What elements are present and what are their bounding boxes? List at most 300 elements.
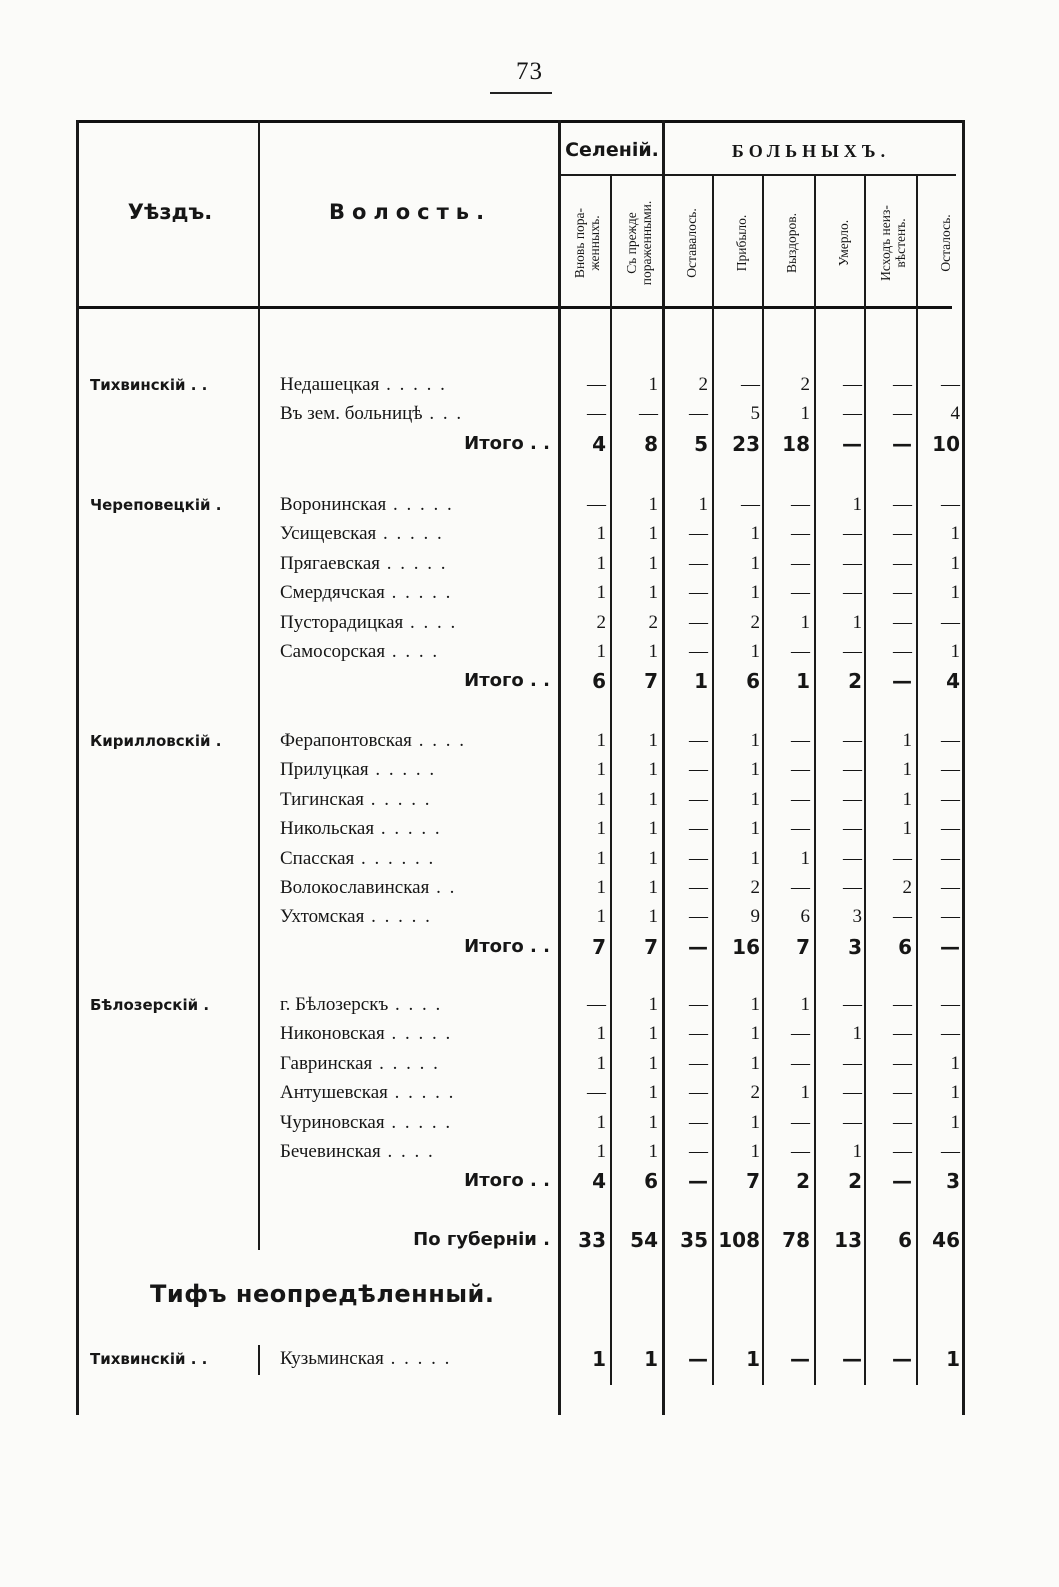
total-row-col-1: 7 bbox=[592, 934, 606, 959]
table-row bbox=[280, 519, 444, 549]
table-row bbox=[280, 785, 431, 815]
table-row-col-2: 1 bbox=[648, 730, 658, 751]
table-row-col-5: 1 bbox=[800, 994, 810, 1015]
table-row-col-1: — bbox=[587, 994, 606, 1015]
table-row-col-7: — bbox=[893, 906, 912, 928]
grand-total-row-col-2: 54 bbox=[630, 1228, 658, 1252]
table-row-col-6: — bbox=[843, 759, 862, 781]
table-row-col-4: 1 bbox=[750, 582, 760, 604]
table-row-col-8: 1 bbox=[950, 582, 960, 604]
total-row-col-6: — bbox=[842, 431, 862, 456]
table-row-col-2: 1 bbox=[648, 523, 658, 545]
table-row-col-3: — bbox=[689, 611, 708, 633]
table-row-col-3: — bbox=[689, 523, 708, 545]
table-row-col-2: 1 bbox=[648, 847, 658, 869]
table-row-col-5: — bbox=[791, 759, 810, 781]
total-row-col-3: — bbox=[688, 934, 708, 959]
leader-dots: . . bbox=[429, 877, 457, 898]
column-header-2 bbox=[624, 180, 654, 306]
table-row bbox=[280, 490, 454, 520]
volost-name: Антушевская bbox=[280, 1082, 388, 1104]
leader-dots: . . . . . bbox=[386, 494, 454, 515]
table-row-col-8: 1 bbox=[950, 1052, 960, 1074]
table-row-col-8: — bbox=[941, 788, 960, 810]
volost-name: Ухтомская bbox=[280, 906, 365, 928]
column-header-4 bbox=[734, 180, 749, 306]
table-row-col-4: 1 bbox=[750, 994, 760, 1015]
volost-name: Пусторадицкая bbox=[280, 611, 404, 633]
table-row-col-3: — bbox=[689, 641, 708, 662]
table-row-col-4: 1 bbox=[750, 818, 760, 840]
table-row-col-8: — bbox=[941, 374, 960, 395]
total-row-col-4: 7 bbox=[746, 1169, 760, 1194]
table-row-col-4: 2 bbox=[750, 1082, 760, 1104]
leader-dots: . . . . bbox=[388, 994, 443, 1015]
total-row-col-2: 8 bbox=[644, 431, 658, 456]
table-row bbox=[280, 873, 456, 903]
table-row-col-8: — bbox=[941, 1141, 960, 1162]
table-row-col-5: — bbox=[790, 1347, 810, 1371]
table-row-col-4: 2 bbox=[750, 611, 760, 633]
table-row-col-6: — bbox=[843, 1082, 862, 1104]
table-row-col-8: — bbox=[941, 877, 960, 898]
table-row-col-5: — bbox=[791, 877, 810, 898]
table-row-col-2: 1 bbox=[648, 374, 658, 395]
volost-name: Прягаевская bbox=[280, 552, 381, 574]
table-row-col-3: — bbox=[689, 847, 708, 869]
table-row-col-5: — bbox=[791, 494, 810, 515]
total-row-col-1: 4 bbox=[592, 1169, 606, 1194]
grand-total-row-col-3: 35 bbox=[680, 1228, 708, 1252]
table-row bbox=[280, 370, 447, 400]
uezd-label: Тихвинскій . . bbox=[90, 376, 208, 394]
table-row-col-5: 1 bbox=[800, 847, 810, 869]
table-row-col-4: 1 bbox=[750, 1141, 760, 1162]
total-row-col-1: 6 bbox=[592, 669, 606, 694]
volost-name: Кузьминская bbox=[280, 1348, 384, 1369]
table-row-col-6: — bbox=[843, 1111, 862, 1133]
table-row-col-2: 1 bbox=[648, 1141, 658, 1162]
table-row-col-3: — bbox=[689, 552, 708, 574]
table-row-col-5: — bbox=[791, 1111, 810, 1133]
table-row bbox=[280, 844, 435, 874]
table-row-col-8: — bbox=[941, 759, 960, 781]
grand-total-row-col-4: 108 bbox=[718, 1228, 760, 1252]
table-row-col-5: — bbox=[791, 1141, 810, 1162]
table-row-col-1: 1 bbox=[596, 788, 606, 810]
table-row-col-2: 1 bbox=[648, 877, 658, 898]
column-header-5 bbox=[784, 180, 799, 306]
grand-total-row-col-7: 6 bbox=[898, 1228, 912, 1252]
table-row-col-6: — bbox=[843, 582, 862, 604]
table-row-col-5: — bbox=[791, 523, 810, 545]
leader-dots: . . . . . bbox=[364, 906, 432, 928]
leader-dots: . . . . . bbox=[384, 582, 453, 604]
table-row-col-7: — bbox=[893, 403, 912, 425]
table-row-col-4: — bbox=[741, 374, 760, 395]
volost-name: Волокославинская bbox=[280, 877, 430, 898]
table-row-col-1: 1 bbox=[596, 641, 606, 662]
table-row-col-3: — bbox=[689, 788, 708, 810]
table-row-col-4: 2 bbox=[750, 877, 760, 898]
table-row-col-7: — bbox=[893, 582, 912, 604]
header-volost: Волость. bbox=[328, 200, 492, 224]
table-row-col-7: — bbox=[893, 374, 912, 395]
leader-dots: . . . . . bbox=[374, 818, 442, 840]
table-row-col-2: 1 bbox=[648, 994, 658, 1015]
leader-dots: . . . . . bbox=[372, 1052, 440, 1074]
table-row-col-2: 1 bbox=[648, 1111, 658, 1133]
table-row-col-7: — bbox=[893, 1141, 912, 1162]
table-row-col-4: 1 bbox=[746, 1347, 760, 1371]
table-row-col-6: — bbox=[842, 1347, 862, 1371]
total-row-col-3: 1 bbox=[694, 669, 708, 694]
table-row-col-4: 1 bbox=[750, 788, 760, 810]
table-row-col-1: 1 bbox=[596, 818, 606, 840]
table-row-col-8: — bbox=[941, 494, 960, 515]
table-row-col-1: — bbox=[587, 494, 606, 515]
table-row-col-2: 1 bbox=[648, 788, 658, 810]
volost-name: Никольская bbox=[280, 818, 375, 840]
table-row-col-7: 1 bbox=[902, 788, 912, 810]
section-title: Тифъ неопредѣленный. bbox=[150, 1280, 495, 1308]
header-bottom-rule bbox=[76, 306, 952, 309]
leader-dots: . . . . bbox=[403, 611, 458, 633]
table-row-col-6: 1 bbox=[852, 611, 862, 633]
table-row-col-5: — bbox=[791, 1052, 810, 1074]
table-row-col-8: 1 bbox=[950, 1111, 960, 1133]
total-label: Итого . . bbox=[464, 935, 550, 957]
table-row-col-3: 1 bbox=[698, 494, 708, 515]
table-row bbox=[280, 1019, 452, 1049]
total-row-col-5: 2 bbox=[796, 1169, 810, 1194]
total-row-col-3: — bbox=[688, 1169, 708, 1194]
column-header-3 bbox=[684, 180, 699, 306]
table-row-col-3: — bbox=[689, 877, 708, 898]
total-row-col-8: — bbox=[940, 934, 960, 959]
total-row-col-5: 18 bbox=[782, 431, 810, 456]
table-row bbox=[280, 1344, 451, 1374]
table-row-col-6: — bbox=[843, 847, 862, 869]
table-row-col-8: 4 bbox=[950, 403, 960, 425]
table-row-col-8: 1 bbox=[950, 523, 960, 545]
total-row-col-6: 2 bbox=[848, 669, 862, 694]
total-row-col-3: 5 bbox=[694, 431, 708, 456]
table-row-col-1: 1 bbox=[596, 523, 606, 545]
table-row-col-3: — bbox=[689, 994, 708, 1015]
table-row-col-5: 1 bbox=[800, 1082, 810, 1104]
page-number-rule bbox=[490, 92, 552, 94]
table-row-col-5: — bbox=[791, 552, 810, 574]
uezd-label: Тихвинскій . . bbox=[90, 1350, 208, 1368]
column-header-6 bbox=[836, 180, 851, 306]
volost-name: г. Бѣлозерскъ bbox=[280, 994, 389, 1015]
leader-dots: . . . . . bbox=[376, 523, 444, 545]
table-row-col-8: — bbox=[941, 1023, 960, 1045]
total-row-col-4: 16 bbox=[732, 934, 760, 959]
table-row-col-6: — bbox=[843, 1052, 862, 1074]
column-header-line: Исходъ неиз- bbox=[878, 205, 893, 281]
table-row-col-1: 1 bbox=[596, 1023, 606, 1045]
volost-name: Въ зем. больницѣ bbox=[280, 403, 423, 425]
table-row-col-3: — bbox=[689, 906, 708, 928]
table-row-col-5: 2 bbox=[800, 374, 810, 395]
leader-dots: . . . . . bbox=[387, 1082, 456, 1104]
grand-total-row-col-6: 13 bbox=[834, 1228, 862, 1252]
volost-name: Бечевинская bbox=[280, 1141, 381, 1162]
table-row-col-3: 2 bbox=[698, 374, 708, 395]
table-row-col-8: 1 bbox=[950, 641, 960, 662]
table-row bbox=[280, 814, 442, 844]
table-row-col-3: — bbox=[689, 1023, 708, 1045]
grand-total-row-col-5: 78 bbox=[782, 1228, 810, 1252]
table-row-col-2: 1 bbox=[648, 641, 658, 662]
table-row-col-2: 1 bbox=[648, 582, 658, 604]
table-row-col-3: — bbox=[689, 403, 708, 425]
column-header-line: Осталось. bbox=[937, 214, 953, 272]
volost-name: Никоновская bbox=[280, 1023, 385, 1045]
table-row-col-6: — bbox=[843, 994, 862, 1015]
table-row-col-2: 1 bbox=[648, 759, 658, 781]
volost-name: Прилуцкая bbox=[280, 759, 369, 781]
table-row-col-8: — bbox=[941, 994, 960, 1015]
table-row-col-5: 1 bbox=[800, 403, 810, 425]
table-row-col-4: 1 bbox=[750, 1023, 760, 1045]
leader-dots: . . . . . bbox=[368, 759, 437, 781]
table-row-col-1: 1 bbox=[596, 759, 606, 781]
table-row-col-1: 1 bbox=[596, 906, 606, 928]
table-row-col-8: — bbox=[941, 730, 960, 751]
page-number: 73 bbox=[516, 58, 543, 85]
table-row-col-1: 2 bbox=[596, 611, 606, 633]
table-row-col-6: — bbox=[843, 877, 862, 898]
table-row bbox=[280, 1137, 435, 1167]
table-row-col-4: — bbox=[741, 494, 760, 515]
table-row-col-3: — bbox=[689, 582, 708, 604]
column-header-line: пораженными. bbox=[639, 200, 654, 286]
column-rule-2 bbox=[258, 120, 260, 1250]
table-row-col-3: — bbox=[688, 1347, 708, 1371]
table-row-col-5: — bbox=[791, 788, 810, 810]
volost-name: Усищевская bbox=[280, 523, 377, 545]
table-row-col-8: — bbox=[941, 906, 960, 928]
table-row-col-7: — bbox=[893, 1111, 912, 1133]
table-row-col-5: — bbox=[791, 582, 810, 604]
table-row-col-6: — bbox=[843, 403, 862, 425]
volost-name: Тигинская bbox=[280, 788, 364, 810]
volost-name: Недашецкая bbox=[280, 374, 380, 395]
total-row-col-7: — bbox=[892, 431, 912, 456]
table-row-col-2: 1 bbox=[644, 1347, 658, 1371]
table-row-col-7: — bbox=[893, 523, 912, 545]
table-row-col-7: — bbox=[893, 1023, 912, 1045]
volost-name: Чуриновская bbox=[280, 1111, 385, 1133]
grand-total-row-col-8: 46 bbox=[932, 1228, 960, 1252]
table-row-col-1: — bbox=[587, 403, 606, 425]
table-row-col-7: 1 bbox=[902, 818, 912, 840]
total-row-col-7: 6 bbox=[898, 934, 912, 959]
column-header-line: вѣстенъ. bbox=[893, 218, 908, 268]
table-row-col-1: 1 bbox=[596, 552, 606, 574]
table-row-col-7: — bbox=[893, 1082, 912, 1104]
total-row-col-5: 1 bbox=[796, 669, 810, 694]
total-label: Итого . . bbox=[464, 670, 550, 692]
table-row-col-7: — bbox=[893, 847, 912, 869]
table-row bbox=[280, 1078, 455, 1108]
volost-name: Гавринская bbox=[280, 1052, 373, 1074]
column-header-1 bbox=[572, 180, 602, 306]
table-row-col-3: — bbox=[689, 818, 708, 840]
table-row-col-6: — bbox=[843, 523, 862, 545]
leader-dots: . . . . bbox=[380, 1141, 435, 1162]
table-row-col-5: — bbox=[791, 641, 810, 662]
table-row-col-2: 1 bbox=[648, 552, 658, 574]
grand-total-row-col-1: 33 bbox=[578, 1228, 606, 1252]
table-row-col-1: 1 bbox=[596, 877, 606, 898]
leader-dots: . . . . . bbox=[379, 374, 447, 395]
table-row-col-1: 1 bbox=[596, 582, 606, 604]
total-row-col-8: 3 bbox=[946, 1169, 960, 1194]
table-row-col-1: 1 bbox=[596, 1111, 606, 1133]
table-row-col-6: — bbox=[843, 818, 862, 840]
table-row-col-2: 1 bbox=[648, 1052, 658, 1074]
table-row-col-8: 1 bbox=[950, 552, 960, 574]
total-row-col-7: — bbox=[892, 1169, 912, 1194]
column-header-line: женныхъ. bbox=[587, 215, 602, 271]
table-row-col-4: 1 bbox=[750, 1111, 760, 1133]
uezd-label: Череповецкій . bbox=[90, 496, 222, 514]
table-row-col-1: 1 bbox=[592, 1347, 606, 1371]
column-header-line: Прибыло. bbox=[733, 214, 749, 272]
total-row-col-6: 3 bbox=[848, 934, 862, 959]
table-row-col-8: 1 bbox=[946, 1347, 960, 1371]
table-row-col-2: 2 bbox=[648, 611, 658, 633]
table-row bbox=[280, 902, 432, 932]
table-row-col-4: 5 bbox=[750, 403, 760, 425]
header-bolnykh: БОЛЬНЫХЪ. bbox=[731, 141, 891, 161]
table-row bbox=[280, 399, 463, 429]
table-row-col-4: 1 bbox=[750, 641, 760, 662]
table-row-col-7: 1 bbox=[902, 759, 912, 781]
table-row-col-1: — bbox=[587, 374, 606, 395]
column-header-line: Съ прежде bbox=[624, 212, 639, 274]
total-row-col-2: 7 bbox=[644, 669, 658, 694]
table-row-col-3: — bbox=[689, 730, 708, 751]
total-row-col-4: 23 bbox=[732, 431, 760, 456]
table-row-col-4: 1 bbox=[750, 552, 760, 574]
table-row-col-4: 1 bbox=[750, 1052, 760, 1074]
table-row bbox=[280, 755, 436, 785]
table-row-col-6: — bbox=[843, 641, 862, 662]
total-label: Итого . . bbox=[464, 1170, 550, 1192]
column-header-line: Выздоров. bbox=[783, 212, 799, 274]
leader-dots: . . . . . bbox=[384, 1111, 453, 1133]
total-row-col-8: 4 bbox=[946, 669, 960, 694]
table-row-col-3: — bbox=[689, 1052, 708, 1074]
table-row-col-6: — bbox=[843, 374, 862, 395]
table-row bbox=[280, 990, 442, 1020]
column-header-line: Вновь пора- bbox=[572, 207, 587, 279]
table-row-col-2: — bbox=[639, 403, 658, 425]
volost-name: Спасская bbox=[280, 847, 355, 869]
table-row-col-7: — bbox=[893, 552, 912, 574]
header-seleniy: Селеній. bbox=[565, 139, 659, 161]
table-row bbox=[280, 608, 457, 638]
volost-name: Смердячская bbox=[280, 582, 385, 604]
grand-total-label: По губерніи . bbox=[413, 1229, 550, 1250]
table-row-col-8: — bbox=[941, 611, 960, 633]
table-row bbox=[280, 578, 452, 608]
header-group-rule bbox=[560, 174, 956, 176]
table-row bbox=[280, 549, 448, 579]
table-row-col-7: — bbox=[893, 494, 912, 515]
table-row-col-5: — bbox=[791, 730, 810, 751]
table-row-col-1: — bbox=[587, 1082, 606, 1104]
table-row-col-3: — bbox=[689, 1082, 708, 1104]
table-row-col-2: 1 bbox=[648, 818, 658, 840]
table-row-col-2: 1 bbox=[648, 494, 658, 515]
table-row-col-3: — bbox=[689, 759, 708, 781]
total-row-col-4: 6 bbox=[746, 669, 760, 694]
table-row bbox=[280, 726, 466, 756]
table-row-col-3: — bbox=[689, 1141, 708, 1162]
table-row-col-4: 1 bbox=[750, 730, 760, 751]
table-row-col-7: — bbox=[893, 994, 912, 1015]
table-row-col-2: 1 bbox=[648, 1023, 658, 1045]
total-row-col-1: 4 bbox=[592, 431, 606, 456]
table-row-col-7: — bbox=[893, 1052, 912, 1074]
uezd-label: Кирилловскій . bbox=[90, 732, 222, 750]
table-row-col-6: — bbox=[843, 552, 862, 574]
table-row-col-5: 6 bbox=[800, 906, 810, 928]
table-row-col-7: — bbox=[893, 611, 912, 633]
column-header-8 bbox=[938, 180, 953, 306]
total-row-col-5: 7 bbox=[796, 934, 810, 959]
uezd-label: Бѣлозерскій . bbox=[90, 996, 210, 1014]
table-row-col-4: 1 bbox=[750, 847, 760, 869]
table-row-col-1: 1 bbox=[596, 730, 606, 751]
table-row-col-7: 1 bbox=[902, 730, 912, 751]
total-label: Итого . . bbox=[464, 432, 550, 454]
frame-top-rule bbox=[76, 120, 962, 123]
table-row bbox=[280, 1049, 440, 1079]
column-rule-1 bbox=[76, 120, 79, 1415]
column-header-line: Умерло. bbox=[835, 219, 851, 267]
table-row-col-5: 1 bbox=[800, 611, 810, 633]
header-uezd: Уѣздъ. bbox=[127, 200, 213, 224]
column-rule-3 bbox=[258, 1345, 260, 1375]
table-row-col-8: — bbox=[941, 818, 960, 840]
table-row-col-7: — bbox=[893, 641, 912, 662]
leader-dots: . . . . bbox=[385, 641, 440, 662]
table-row bbox=[280, 637, 439, 667]
table-row-col-1: 1 bbox=[596, 1052, 606, 1074]
table-row-col-3: — bbox=[689, 1111, 708, 1133]
total-row-col-7: — bbox=[892, 669, 912, 694]
table-row-col-7: — bbox=[892, 1347, 912, 1371]
column-header-line: Оставалось. bbox=[683, 208, 699, 278]
volost-name: Воронинская bbox=[280, 494, 387, 515]
table-row-col-2: 1 bbox=[648, 906, 658, 928]
table-row-col-6: — bbox=[843, 730, 862, 751]
total-row-col-6: 2 bbox=[848, 1169, 862, 1194]
table-row-col-1: 1 bbox=[596, 847, 606, 869]
total-row-col-8: 10 bbox=[932, 431, 960, 456]
column-header-7 bbox=[878, 180, 908, 306]
table-row-col-1: 1 bbox=[596, 1141, 606, 1162]
leader-dots: . . . . . bbox=[383, 1348, 452, 1369]
volost-name: Ферапонтовская bbox=[280, 730, 412, 751]
